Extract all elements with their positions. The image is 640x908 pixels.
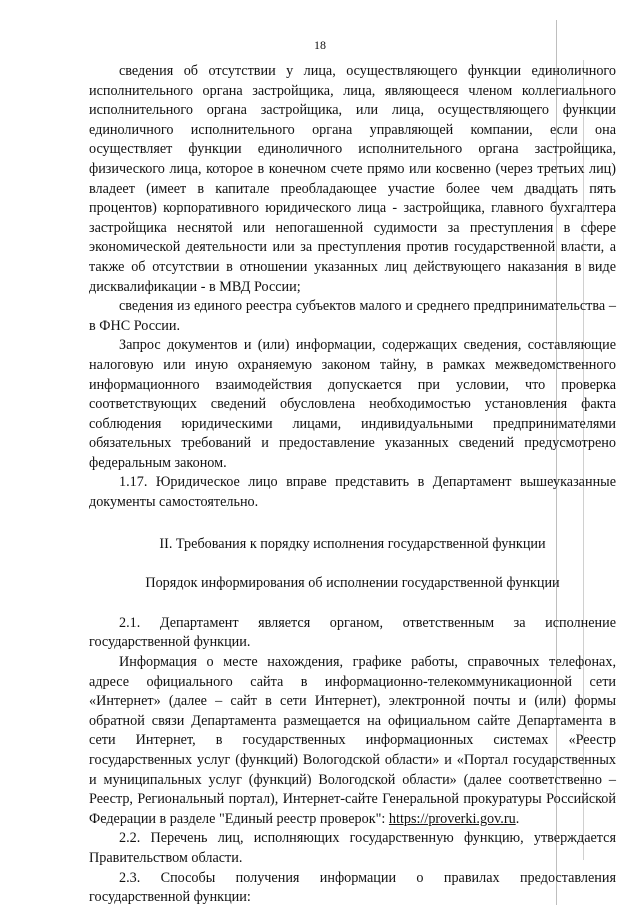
scan-artifact-line — [583, 60, 584, 860]
document-body — [89, 62, 616, 908]
paragraph-2-2: 2.2. Перечень лиц, исполняющих государственную функцию, утверждается Правительством области. — [89, 830, 616, 866]
paragraph-information — [89, 653, 616, 829]
proverki-link[interactable]: https://proverki.gov.ru — [388, 810, 516, 827]
subsection-heading: Порядок информирования об исполнении государственной функции — [145, 575, 560, 592]
paragraph-mvd-info: сведения об отсутствии у лица, осуществляющего функции единоличного исполнительного органа застройщика, лица, являющееся членом коллегиального исполнительного органа застройщика, или лица, осуществляющего функции единоличного исполнительного органа управляющей компании, если она осуществляет функции единоличного исполнительного органа застройщика, физического лица, которое в конечном счете прямо или косвенно (через третьих лиц) владеет (имеет в капитале преобладающее участие более чем двадцать пять процентов) корпоративного юридического лица - застройщика, главного бухгалтера застройщика неснятой или непогашенной судимости за преступления в сфере экономической деятельности или за преступления против государственной власти, а также об отсутствии в отношении указанных лиц действующего наказания в виде дисквалификации - в МВД России; — [89, 63, 616, 295]
paragraph-2-3: 2.3. Способы получения информации о правилах предоставления государственной функции: — [89, 869, 616, 906]
paragraph-information-end: . — [515, 810, 520, 827]
paragraph-fns-info: сведения из единого реестра субъектов малого и среднего предпринимательства – в ФНС России. — [89, 298, 616, 334]
paragraph-information-text: Информация о месте нахождения, графике работы, справочных телефонах, адресе официального сайта в информационно-телекоммуникационной сети «Интернет» (далее – сайт в сети Интернет), электронной почты и (или) формы обратной связи Департамента размещается на официальном сайте Департамента в сети Интернет, в государственных информационных системах «Реестр государственных услуг (функций) Вологодской области» и «Портал государственных и муниципальных услуг (функций) Вологодской области» (далее соответственно – Реестр, Региональный портал), Интернет-сайте Генеральной прокуратуры Российской Федерации в разделе "Единый реестр проверок": — [89, 654, 616, 827]
paragraph-request-documents: Запрос документов и (или) информации, содержащих сведения, составляющие налоговую или иную охраняемую законом тайну, в рамках межведомственного информационного взаимодействия допускается при условии, что проверка соответствующих сведений обусловлена необходимостью установления факта соблюдения юридическими лицами, индивидуальными предпринимателями обязательных требований и предоставление указанных сведений предусмотрено федеральным законом. — [89, 337, 616, 471]
scan-artifact-line — [556, 20, 557, 905]
section-heading: II. Требования к порядку исполнения государственной функции — [159, 535, 546, 552]
paragraph-2-1: 2.1. Департамент является органом, ответственным за исполнение государственной функции. — [89, 614, 616, 651]
page-number: 18 — [314, 38, 326, 52]
paragraph-1-17: 1.17. Юридическое лицо вправе представить в Департамент вышеуказанные документы самостоятельно. — [89, 474, 616, 511]
